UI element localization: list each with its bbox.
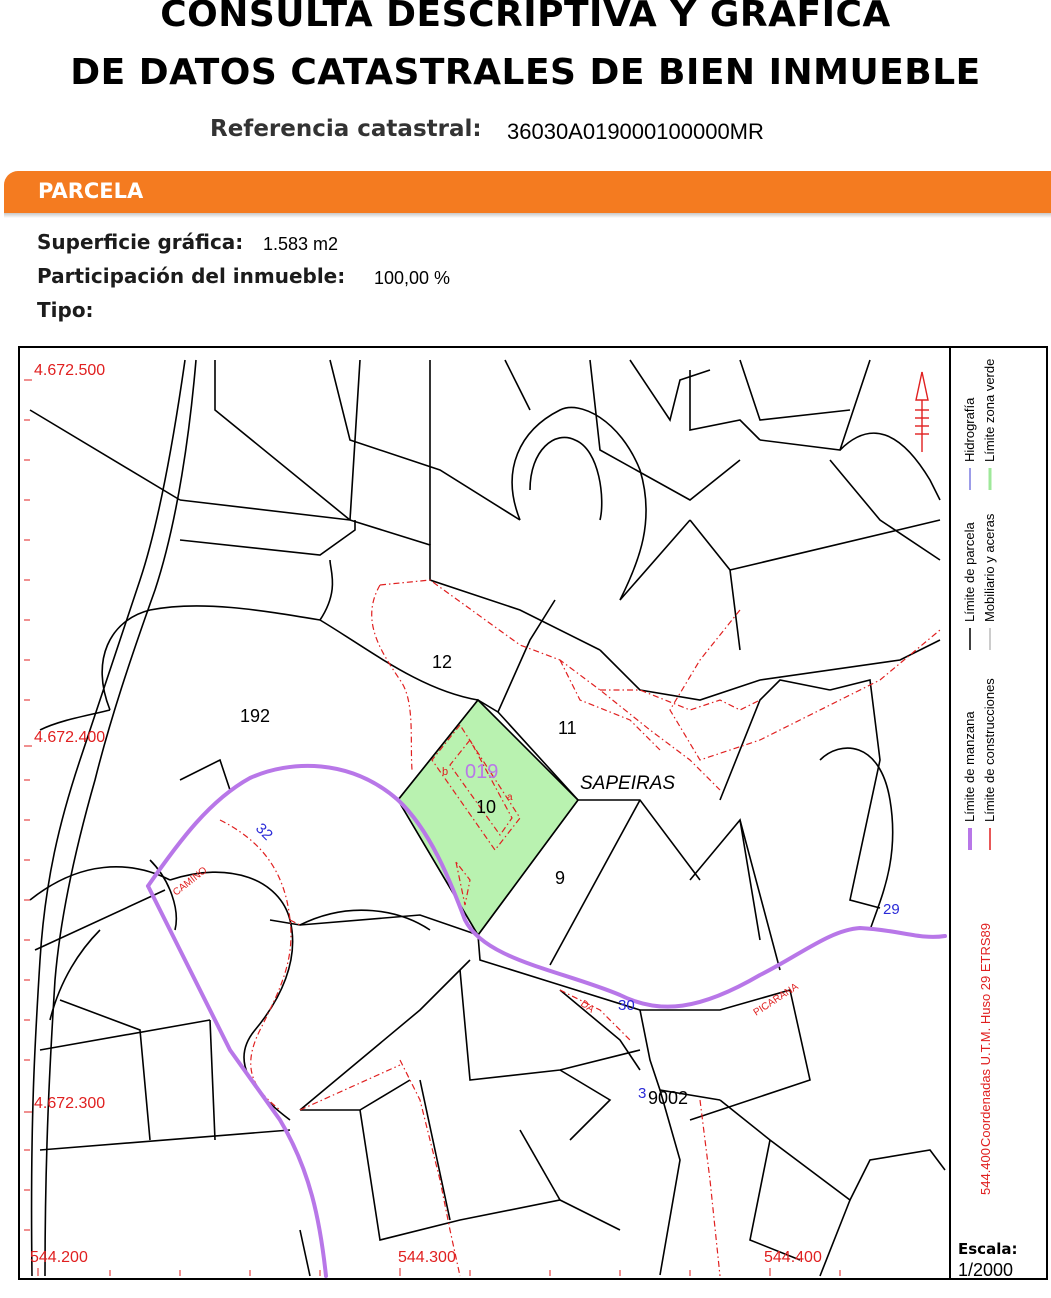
scale-value: 1/2000 — [958, 1260, 1014, 1280]
reference-value: 36030A019000100000MR — [507, 119, 764, 144]
type-label: Tipo: — [37, 298, 94, 322]
parcel-9002: 9002 — [648, 1088, 689, 1108]
y-coord-3: 4.672.300 — [34, 1095, 106, 1112]
place-name: SAPEIRAS — [580, 773, 676, 794]
page-title-line2: DE DATOS CATASTRALES DE BIEN INMUEBLE — [70, 52, 981, 93]
x-coord-1: 544.200 — [30, 1249, 88, 1266]
x-coord-2: 544.300 — [398, 1249, 456, 1266]
coord-caption-value: 544.400 — [978, 1148, 993, 1195]
section-band-shadow — [4, 213, 1051, 218]
road-number-3: 3 — [638, 1085, 647, 1102]
road-number-30: 30 — [618, 997, 635, 1014]
subparcel-b: b — [442, 766, 449, 778]
surface-label: Superficie gráfica: — [37, 230, 244, 254]
road-label-picarana: PICARANA — [751, 981, 801, 1019]
north-arrow-icon — [915, 372, 929, 452]
reference-label: Referencia catastral: — [210, 116, 482, 142]
surface-value: 1.583 m2 — [263, 234, 339, 254]
legend-construcciones: Límite de construcciones — [982, 678, 997, 822]
participation-value: 100,00 % — [374, 268, 451, 288]
y-coord-2: 4.672.400 — [34, 729, 106, 746]
parcel-12: 12 — [432, 652, 453, 672]
page-title-line1: CONSULTA DESCRIPTIVA Y GRAFICA — [160, 0, 891, 35]
legend-manzana: Límite de manzana — [962, 711, 977, 822]
legend-mobiliario: Mobiliario y aceras — [982, 513, 997, 622]
cadastral-map — [20, 348, 1046, 1278]
map-legend — [962, 359, 997, 1195]
participation-label: Participación del inmueble: — [37, 264, 346, 288]
road-label-da: DA — [578, 998, 596, 1016]
parcel-10: 10 — [476, 797, 497, 817]
polygon-label: 019 — [465, 761, 499, 783]
legend-zona-verde: Límite zona verde — [982, 358, 997, 462]
road-number-32: 32 — [252, 819, 276, 844]
parcel-192: 192 — [240, 706, 271, 726]
road-label-camino: CAMINO — [171, 865, 210, 899]
subparcel-a: a — [507, 792, 513, 803]
legend-hidrografia: Hidrografía — [962, 397, 977, 462]
road-number-29: 29 — [883, 901, 900, 918]
legend-parcela: Límite de parcela — [962, 522, 977, 622]
section-label: PARCELA — [38, 179, 144, 203]
x-coord-3: 544.400 — [764, 1249, 822, 1266]
coord-caption-text: Coordenadas U.T.M. Huso 29 ETRS89 — [978, 923, 993, 1147]
reference-row — [0, 116, 1051, 146]
y-coord-1: 4.672.500 — [34, 362, 106, 379]
parcel-9: 9 — [555, 868, 566, 888]
section-band — [4, 171, 1051, 215]
parcel-11: 11 — [558, 718, 577, 738]
scale-label: Escala: — [958, 1240, 1018, 1258]
